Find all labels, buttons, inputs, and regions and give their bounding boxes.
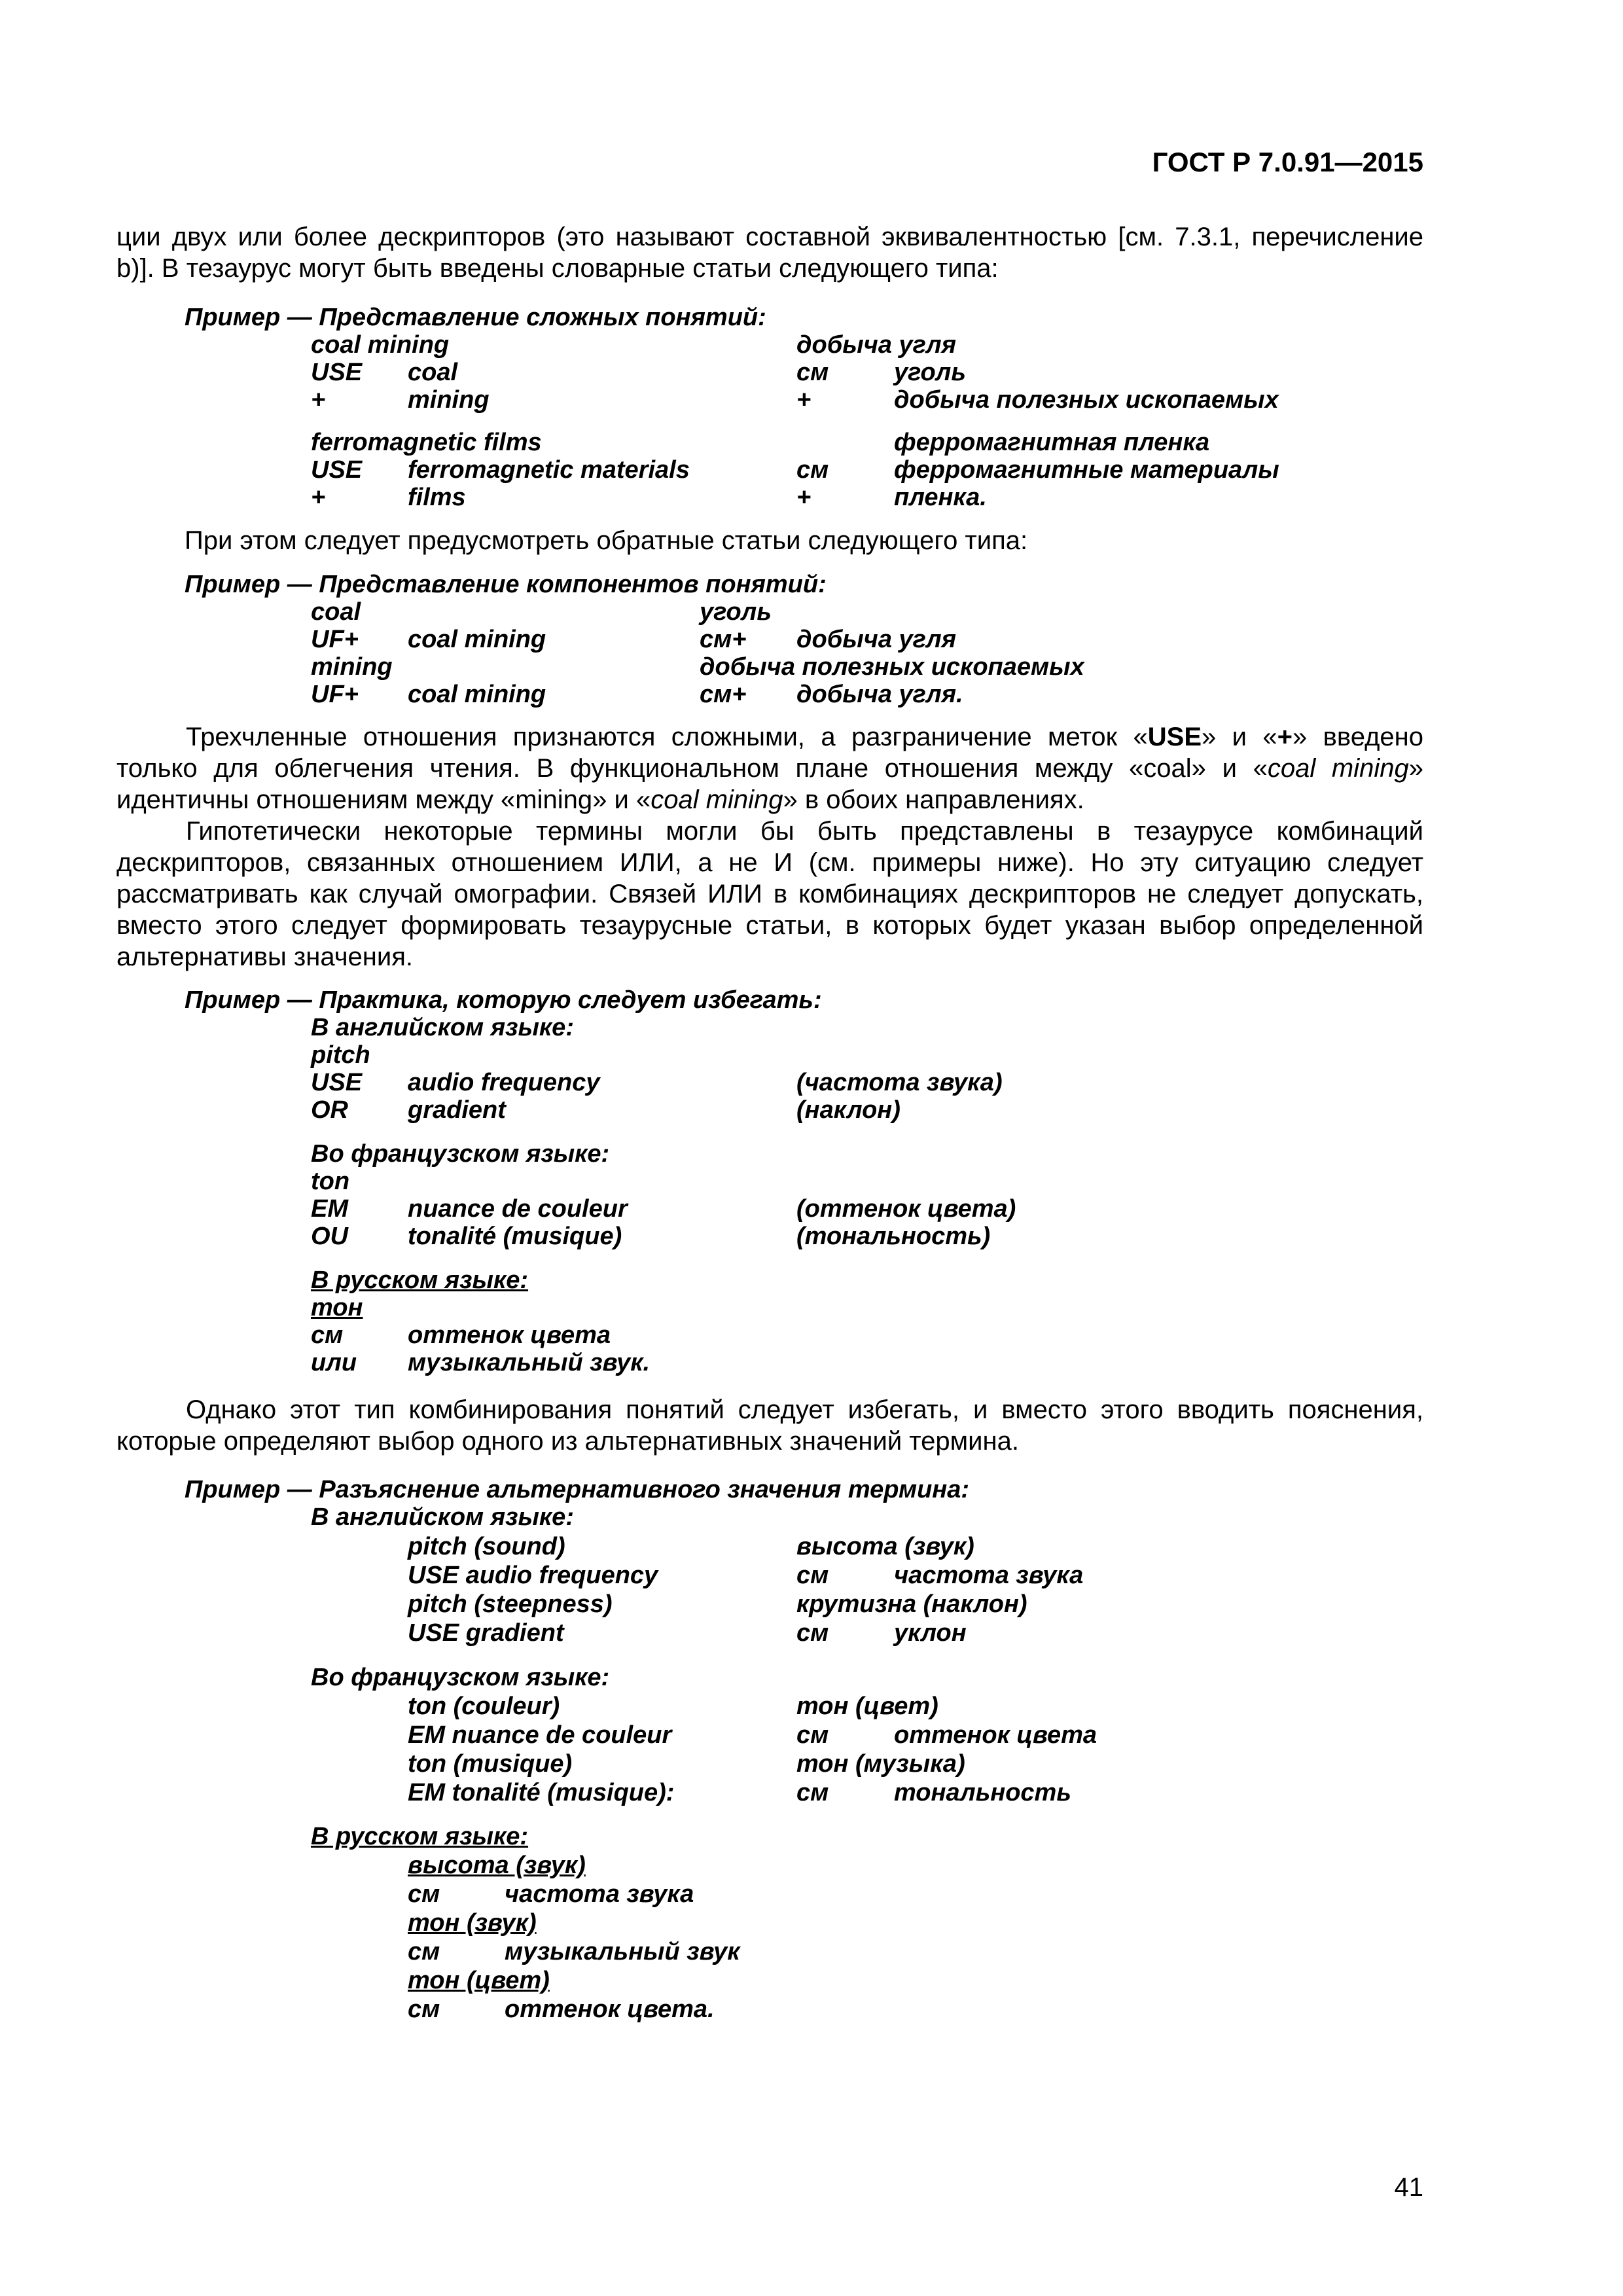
term: высота (звук): [408, 1852, 586, 1879]
term: pitch: [311, 1041, 370, 1069]
language-heading: Во французском языке:: [311, 1664, 610, 1691]
term: тон (звук): [408, 1909, 537, 1937]
example-title: Пример — Практика, которую следует избегать:: [185, 986, 822, 1014]
language-heading: В русском языке:: [311, 1823, 529, 1850]
term: тон (цвет): [408, 1967, 550, 1994]
language-heading: В русском языке:: [311, 1266, 529, 1294]
entry-row: или музыкальный звук.: [311, 1349, 651, 1376]
term: тон: [311, 1294, 363, 1321]
language-heading: В английском языке:: [311, 1503, 574, 1531]
term: ton: [311, 1168, 350, 1195]
entry-row: см частота звука: [408, 1880, 694, 1908]
paragraph-1: ции двух или более дескрипторов (это называют составной эквивалентностью [см. 7.3.1, перечисление b)]. В тезаурус могут быть введены словарные статьи следующего типа:: [116, 223, 1423, 283]
paragraph-2: При этом следует предусмотреть обратные статьи следующего типа:: [185, 526, 1028, 555]
entry-row: см оттенок цвета.: [408, 1996, 715, 2023]
entry-row: см оттенок цвета: [311, 1321, 611, 1349]
example-title: Пример — Представление компонентов понятий:: [185, 571, 827, 598]
language-heading: В английском языке:: [311, 1014, 574, 1041]
standard-header: ГОСТ Р 7.0.91—2015: [1152, 147, 1423, 177]
entry-row: см музыкальный звук: [408, 1938, 740, 1965]
example-title: Пример — Представление сложных понятий:: [185, 304, 766, 331]
page-number: 41: [1394, 2173, 1423, 2202]
paragraph-4: Гипотетически некоторые термины могли бы быть представлены в тезаурусе комбинаций дескрипторов, связанных отношением ИЛИ, а не И (см. примеры ниже). Но эту ситуацию следует рассматривать как случай омографии. Связей ИЛИ в комбинациях дескрипторов не следует допускать, вместо этого следует формировать тезаурусные статьи, в которых будет указан выбор определенной альтернативы значения.: [116, 817, 1423, 971]
paragraph-5: Однако этот тип комбинирования понятий следует избегать, и вместо этого вводить пояснения, которые определяют выбор одного из альтернативных значений термина.: [116, 1395, 1423, 1456]
document-page: ГОСТ Р 7.0.91—2015 ции двух или более дескрипторов (это называют составной эквивалентностью [см. 7.3.1, перечисление b)]. В тезаурус могут быть введены словарные статьи следующего типа: Пример — Представление сложных понятий: coal mining добыча угля USE coal см уголь + mining + добыча полезных ископаемых ferromagnetic films ферромагнитная пленка USE ferromagnetic materials см ферромагнитные материалы + films + пленка. При этом следует предусмотреть обратные статьи следующего типа: Пример — Представление компонентов понятий: coal уголь UF+ coal mining см+ добыча угля mining добыча полезных ископаемых UF+ coal mining см+ добыча угля. Трехчленные отношения признаются сложными, а разграничение меток «USE» и «+» введено только для облегчения чтения. В функциональном плане отношения между «coal» и «coal mining» идентичны отношениям между «mining» и «coal mining» в обоих направлениях. Гипотетически некоторые термины могли бы быть представлены в тезаурусе комбинаций дескрипторов, связанных отношением ИЛИ, а не И (см. примеры ниже). Но эту ситуацию следует рассматривать как случай омографии. Связей ИЛИ в комбинациях дескрипторов не следует допускать, вместо этого следует формировать тезаурусные статьи, в которых будет указан выбор определенной альтернативы значения. Пример — Практика, которую следует избегать: В английском языке: pitch USE audio frequency (частота звука) OR gradient (наклон) Во французском языке: ton EM nuance de couleur (оттенок цвета) OU tonalité (musique) (тональность) В русском языке: тон см оттенок цвета или музыкальный звук. Однако этот тип комбинирования понятий следует избегать, и вместо этого вводить пояснения, которые определяют выбор одного из альтернативных значений термина. Пример — Разъяснение альтернативного значения термина: В английском языке: pitch (sound) высота (звук) USE audio frequency см частота звука pitch (steepness) крутизна (наклон) USE gradient см уклон Во французском языке: ton (couleur) тон (цвет) EM nuance de couleur см оттенок цвета ton (musique) тон (музыка) EM tonalité (musique): см тональность В русском языке: высота (звук) см частота звука тон (звук) см музыкальный звук тон (цвет) см оттенок цвета. 41: [116, 147, 1424, 2202]
language-heading: Во французском языке:: [311, 1140, 610, 1168]
paragraph-3: Трехчленные отношения признаются сложными, а разграничение меток «USE» и «+» введено только для облегчения чтения. В функциональном плане отношения между «coal» и «coal mining» идентичны отношениям между «mining» и «coal mining» в обоих направлениях.: [116, 723, 1424, 814]
example-title: Пример — Разъяснение альтернативного значения термина:: [185, 1476, 970, 1503]
